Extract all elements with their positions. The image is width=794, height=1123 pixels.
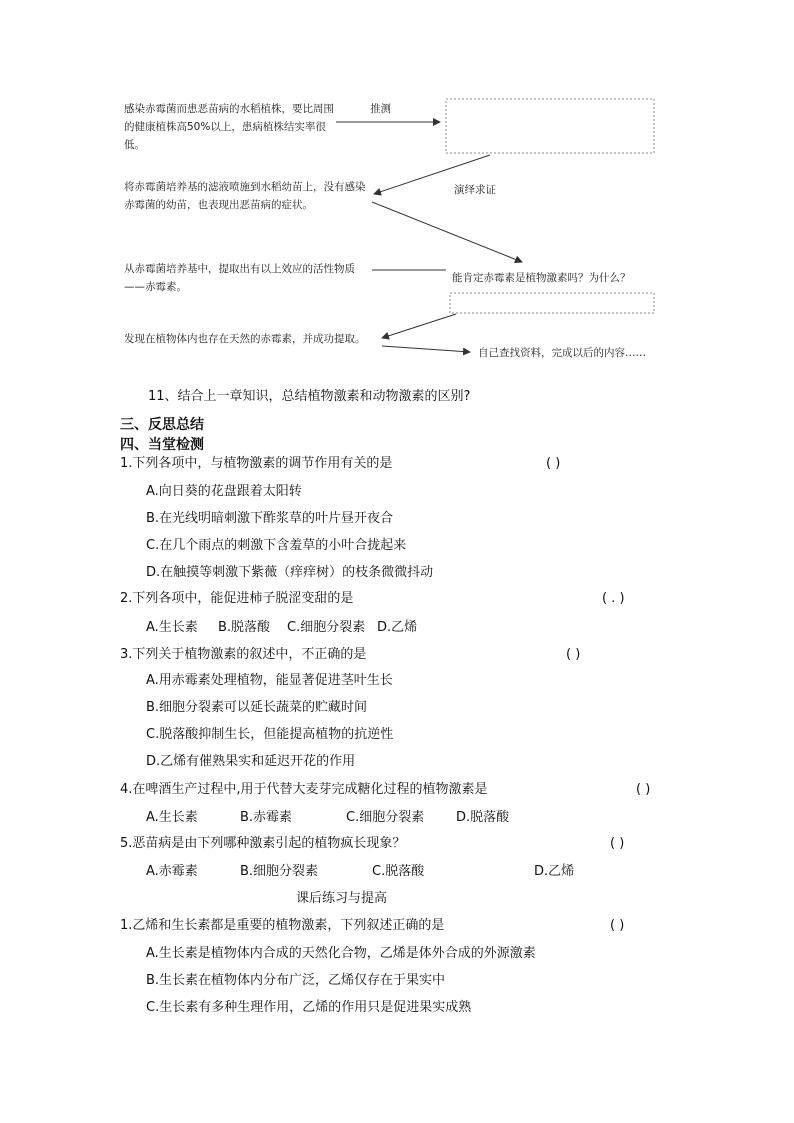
test-q3-option-b: B.细胞分裂素可以延长蔬菜的贮藏时间 [146,700,368,715]
found-arrow [382,314,456,338]
question-11: 11、结合上一章知识，总结植物激素和动物激素的区别? [148,389,471,404]
test-q4-option-b: B.赤霉素 [240,810,293,825]
test-q5-stem: 5.恶苗病是由下列哪种激素引起的植物疯长现象？ [120,836,406,851]
section-test: 四、当堂检测 [120,437,204,453]
diagram-box-natural: 发现在植物体内也存在天然的赤霉素，并成功提取。 [124,333,366,345]
diagram-box-extraction: 从赤霉菌培养基中，提取出有以上效应的活性物质——赤霉素。 [124,263,355,293]
test-q3-stem: 3.下列关于植物激素的叙述中，不正确的是 [120,647,367,662]
test-q5-option-a: A.赤霉素 [146,864,198,879]
test-q4-answer-slot: ( ) [636,782,651,797]
test-q1-option-a: A.向日葵的花盘跟着太阳转 [146,484,302,499]
test-q4-stem: 4.在啤酒生产过程中,用于代替大麦芽完成糖化过程的植物激素是 [120,782,488,797]
diagram-label-deduce: 演绎求证 [454,184,496,196]
test-q4-option-d: D.脱落酸 [456,810,510,825]
after-q1-stem: 1.乙烯和生长素都是重要的植物激素，下列叙述正确的是 [120,918,445,933]
diagram-label-infer: 推测 [370,103,391,115]
diagram-box-observation: 感染赤霉菌而患恶苗病的水稻植株，要比周围的健康植株高50%以上，患病植株结实率很低。 [124,103,334,151]
diagram-question: 能肯定赤霉素是植物激素吗？为什么？ [452,272,631,284]
test-q2-option-c: C.细胞分裂素 [287,620,366,635]
test-q1-option-c: C.在几个雨点的刺激下含羞草的小叶合拢起来 [146,538,407,553]
test-q1-answer-slot: ( ) [546,456,561,471]
test-q4-option-c: C.细胞分裂素 [346,810,425,825]
test-q1-stem: 1.下列各项中，与植物激素的调节作用有关的是 [120,456,393,471]
test-q3-option-d: D.乙烯有催熟果实和延迟开花的作用 [146,754,356,769]
test-q5-option-b: B.细胞分裂素 [240,864,319,879]
after-q1-option-b: B.生长素在植物体内分布广泛，乙烯仅存在于果实中 [146,973,446,988]
test-q5-answer-slot: ( ) [610,836,625,851]
infer-answer-box [446,99,654,153]
diagram-label-followup: 自己查找资料，完成以后的内容…… [478,347,646,359]
test-q2-option-b: B.脱落酸 [218,620,271,635]
test-q5-option-d: D.乙烯 [534,864,575,879]
section-reflection: 三、反思总结 [120,417,204,433]
test-q5-option-c: C.脱落酸 [372,864,425,879]
test-q3-option-c: C.脱落酸抑制生长，但能提高植物的抗逆性 [146,727,394,742]
question-answer-box [450,293,654,313]
test-q2-stem: 2.下列各项中，能促进柿子脱涩变甜的是 [120,591,354,606]
diagram-box-experiment: 将赤霉菌培养基的滤液喷施到水稻幼苗上，没有感染赤霉菌的幼苗，也表现出恶苗病的症状。 [124,181,366,211]
flow-diagram [0,0,794,400]
after-class-title: 课后练习与提高 [296,891,388,906]
after-q1-answer-slot: ( ) [610,918,625,933]
followup-arrow [382,346,470,352]
test-q3-answer-slot: ( ) [566,647,581,662]
test-q1-option-d: D.在触摸等刺激下紫薇（痒痒树）的枝条微微抖动 [146,565,434,580]
after-q1-option-a: A.生长素是植物体内合成的天然化合物，乙烯是体外合成的外源激素 [146,946,536,961]
test-q2-answer-slot: ( . ) [602,591,625,606]
test-q3-option-a: A.用赤霉素处理植物，能显著促进茎叶生长 [146,673,393,688]
test-q2-option-d: D.乙烯 [377,620,418,635]
test-q1-option-b: B.在光线明暗刺激下酢浆草的叶片昼开夜合 [146,511,394,526]
after-q1-option-c: C.生长素有多种生理作用，乙烯的作用只是促进果实成熟 [146,1000,472,1015]
deduce-arrow [372,202,522,262]
test-q2-option-a: A.生长素 [146,620,198,635]
test-q4-option-a: A.生长素 [146,810,198,825]
